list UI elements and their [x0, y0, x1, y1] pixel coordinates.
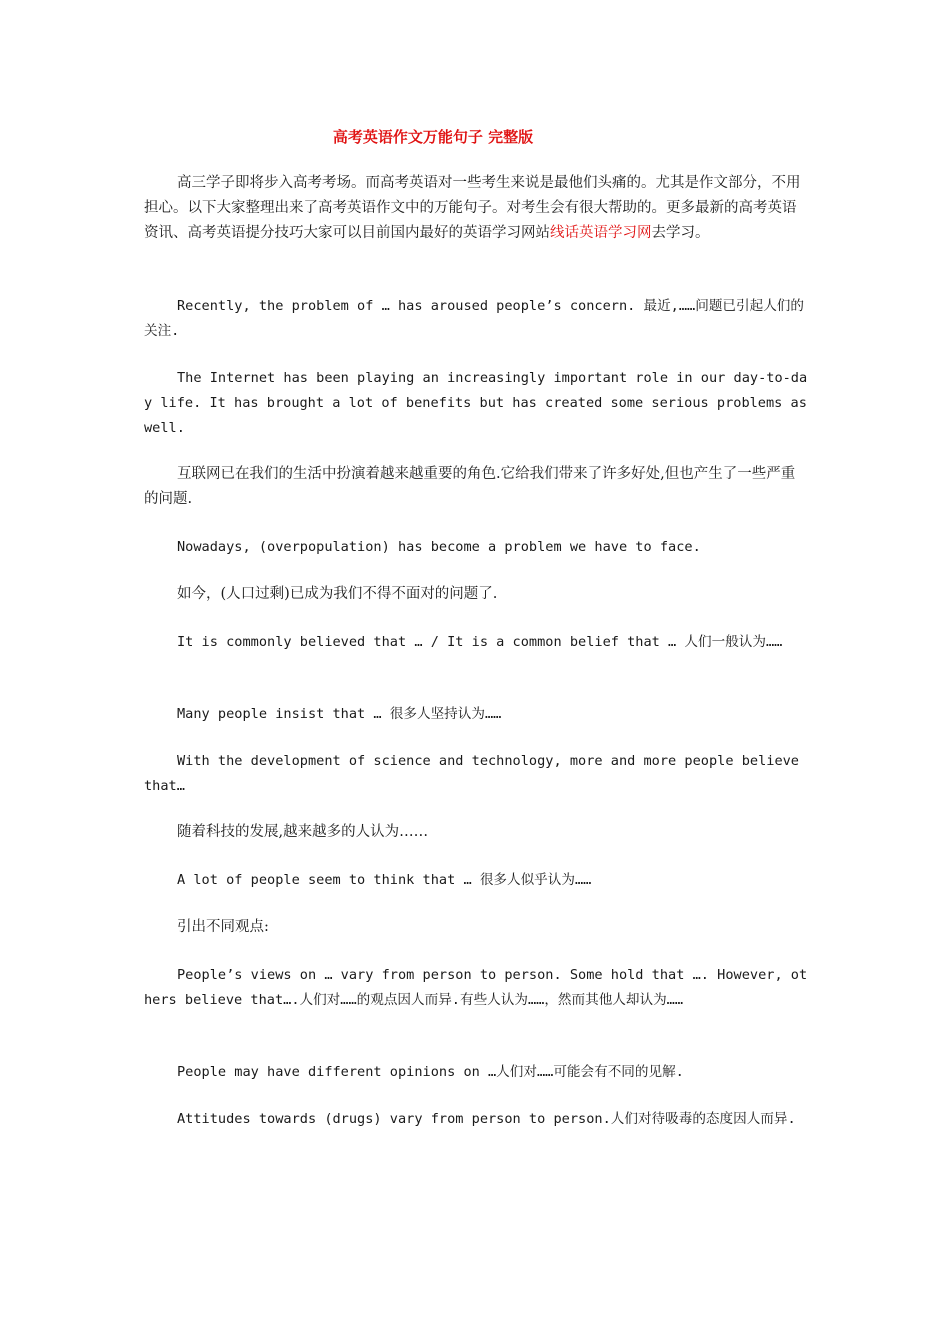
paragraph-4: Nowadays, (overpopulation) has become a problem we have to face. — [177, 539, 701, 555]
paragraph-12: People’s views on … vary from person to person. Some hold that …. However, others believe that….人们对……的观点因人而异.有些人认为……，然而其他人却认为…… — [144, 967, 808, 1008]
paragraph-1: Recently, the problem of … has aroused people’s concern. 最近,……问题已引起人们的关注. — [144, 298, 804, 339]
paragraph-6: It is commonly believed that … / It is a common belief that … 人们一般认为…… — [177, 634, 783, 650]
intro-text-end: 去学习。 — [651, 225, 710, 241]
paragraph-10: A lot of people seem to think that … 很多人似乎认为…… — [177, 872, 592, 888]
page-title: 高考英语作文万能句子 完整版 — [332, 128, 534, 146]
paragraph-7: Many people insist that … 很多人坚持认为…… — [177, 706, 502, 722]
paragraph-5: 如今，(人口过剩)已成为我们不得不面对的问题了. — [177, 586, 498, 602]
intro-paragraph — [144, 171, 808, 246]
paragraph-13: People may have different opinions on …人们对……可能会有不同的见解. — [177, 1064, 684, 1080]
intro-text: 高三学子即将步入高考考场。而高考英语对一些考生来说是最他们头痛的。尤其是作文部分，不用担心。以下大家整理出来了高考英语作文中的万能句子。对考生会有很大帮助的。更多最新的高考英语资讯、高考英语提分技巧大家可以目前国内最好的英语学习网站 — [144, 175, 801, 241]
website-link[interactable]: 线话英语学习网 — [550, 225, 652, 241]
paragraph-9: 随着科技的发展,越来越多的人认为…… — [177, 824, 429, 840]
paragraph-8: With the development of science and technology, more and more people believe that… — [144, 753, 799, 794]
paragraph-2: The Internet has been playing an increasingly important role in our day-to-day life. It has brought a lot of benefits but has created some serious problems as well. — [144, 370, 808, 436]
paragraph-3: 互联网已在我们的生活中扮演着越来越重要的角色.它给我们带来了许多好处,但也产生了一些严重的问题. — [144, 466, 796, 507]
paragraph-14: Attitudes towards (drugs) vary from person to person.人们对待吸毒的态度因人而异. — [177, 1111, 796, 1127]
paragraph-11: 引出不同观点: — [177, 919, 269, 935]
